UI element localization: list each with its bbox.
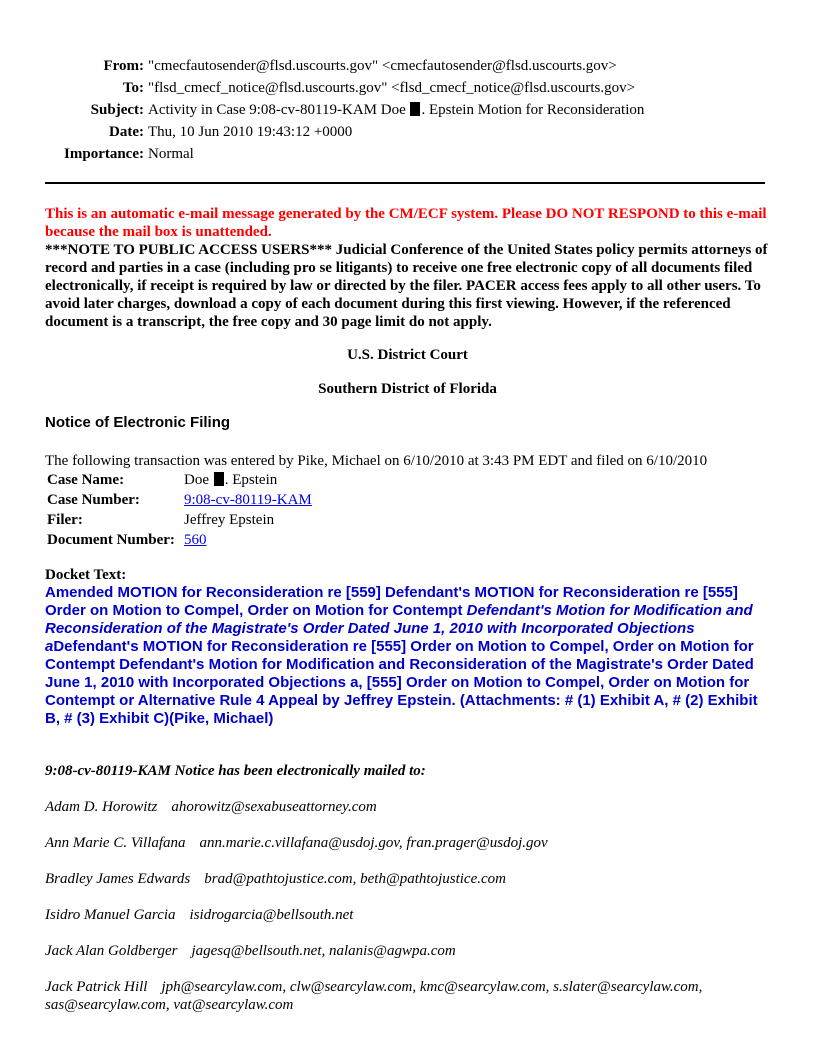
docket-text-italic: Defendant's Motion for Modification and Reconsideration of the Magistrate's Order Dated June 1, 2010 with Incorporated Objections a bbox=[45, 602, 753, 655]
recipient-emails: jagesq@bellsouth.net, nalanis@agwpa.com bbox=[191, 943, 456, 959]
date-label: Date: bbox=[109, 124, 144, 140]
recipient-name: Jack Patrick Hill bbox=[45, 979, 148, 995]
case-name-suffix: . Epstein bbox=[224, 472, 278, 488]
recipient-name: Ann Marie C. Villafana bbox=[45, 835, 186, 851]
subject-value bbox=[148, 99, 644, 121]
docket-text-part3: Defendant's MOTION for Reconsideration re [555] Order on Motion to Compel, Order on Motion for Contempt Defendant's Motion for Modification and Reconsideration of the Magistrate's Order Dated June 1, 2010 with Incorporated Objections a, [555] Order on Motion to Compel, Order on Motion for Contempt or Alternative Rule 4 Appeal by Jeffrey Epstein. (Attachments: # (1) Exhibit A, # (2) Exhibit B, # (3) Exhibit C)(Pike, Michael) bbox=[45, 638, 758, 727]
recipient-name: Isidro Manuel Garcia bbox=[45, 907, 176, 923]
document-number-row bbox=[45, 530, 314, 550]
document-number-label: Document Number: bbox=[47, 532, 175, 548]
filer-row bbox=[45, 510, 314, 530]
recipient-item bbox=[45, 798, 770, 816]
email-header bbox=[40, 55, 644, 165]
redaction-box bbox=[410, 102, 420, 116]
docket-text bbox=[45, 584, 775, 728]
docket-text-part1: Amended MOTION for Reconsideration re [559] Defendant's MOTION for Reconsideration re [555] Order on Motion to Compel, Order on Motion for Contempt bbox=[45, 584, 738, 619]
recipient-item bbox=[45, 834, 770, 852]
case-name-row bbox=[45, 470, 314, 490]
recipient-item bbox=[45, 942, 770, 960]
subject-row bbox=[40, 99, 644, 121]
to-label: To: bbox=[122, 80, 144, 96]
importance-value: Normal bbox=[148, 146, 194, 162]
filer-value: Jeffrey Epstein bbox=[184, 512, 275, 528]
case-info-table bbox=[45, 470, 314, 550]
document-number-link[interactable]: 560 bbox=[184, 532, 207, 548]
subject-label: Subject: bbox=[90, 102, 144, 118]
case-name-label: Case Name: bbox=[47, 472, 125, 488]
case-name-prefix: Doe bbox=[184, 472, 209, 488]
to-value: "flsd_cmecf_notice@flsd.uscourts.gov" <flsd_cmecf_notice@flsd.uscourts.gov> bbox=[148, 80, 636, 96]
recipient-item bbox=[45, 978, 770, 1014]
recipient-item bbox=[45, 906, 770, 924]
recipient-emails: isidrogarcia@bellsouth.net bbox=[189, 907, 354, 923]
importance-label: Importance: bbox=[64, 146, 144, 162]
recipient-emails: jph@searcylaw.com, clw@searcylaw.com, kmc@searcylaw.com, s.slater@searcylaw.com, sas@searcylaw.com, vat@searcylaw.com bbox=[45, 979, 703, 1013]
public-access-note: ***NOTE TO PUBLIC ACCESS USERS*** Judicial Conference of the United States policy permits attorneys of record and parties in a case (including pro se litigants) to receive one free electronic copy of all documents filed electronically, if receipt is required by law or directed by the filer. PACER access fees apply to all other users. To avoid later charges, download a copy of each document during this first viewing. However, if the referenced document is a transcript, the free copy and 30 page limit do not apply. bbox=[45, 242, 768, 330]
docket-text-label: Docket Text: bbox=[45, 567, 127, 583]
date-row bbox=[40, 121, 644, 143]
recipient-name: Adam D. Horowitz bbox=[45, 799, 158, 815]
nef-title: Notice of Electronic Filing bbox=[45, 414, 231, 431]
from-row bbox=[40, 55, 644, 77]
case-number-link[interactable]: 9:08-cv-80119-KAM bbox=[184, 492, 312, 508]
importance-row bbox=[40, 143, 644, 165]
filer-label: Filer: bbox=[47, 512, 83, 528]
district-title: Southern District of Florida bbox=[318, 381, 497, 397]
recipient-item bbox=[45, 870, 770, 888]
header-divider bbox=[45, 182, 765, 184]
court-title: U.S. District Court bbox=[347, 347, 468, 363]
subject-prefix: Activity in Case 9:08-cv-80119-KAM Doe bbox=[148, 102, 406, 118]
date-value: Thu, 10 Jun 2010 19:43:12 +0000 bbox=[148, 124, 353, 140]
from-value: "cmecfautosender@flsd.uscourts.gov" <cmecfautosender@flsd.uscourts.gov> bbox=[148, 58, 617, 74]
case-number-label: Case Number: bbox=[47, 492, 140, 508]
to-row bbox=[40, 77, 644, 99]
recipient-name: Jack Alan Goldberger bbox=[45, 943, 178, 959]
recipient-name: Bradley James Edwards bbox=[45, 871, 191, 887]
redaction-box bbox=[214, 472, 224, 486]
recipient-list bbox=[45, 798, 770, 1032]
from-label: From: bbox=[103, 58, 144, 74]
recipient-emails: ann.marie.c.villafana@usdoj.gov, fran.prager@usdoj.gov bbox=[199, 835, 548, 851]
case-name-value bbox=[182, 470, 314, 490]
recipient-emails: ahorowitz@sexabuseattorney.com bbox=[171, 799, 377, 815]
transaction-text: The following transaction was entered by Pike, Michael on 6/10/2010 at 3:43 PM EDT and filed on 6/10/2010 bbox=[45, 453, 708, 469]
mailed-to-title: 9:08-cv-80119-KAM Notice has been electronically mailed to: bbox=[45, 763, 426, 779]
subject-suffix: . Epstein Motion for Reconsideration bbox=[421, 102, 645, 118]
recipient-emails: brad@pathtojustice.com, beth@pathtojustice.com bbox=[204, 871, 506, 887]
auto-message-warning: This is an automatic e-mail message generated by the CM/ECF system. Please DO NOT RESPOND to this e-mail because the mail box is unattended. bbox=[45, 206, 767, 240]
case-number-row bbox=[45, 490, 314, 510]
